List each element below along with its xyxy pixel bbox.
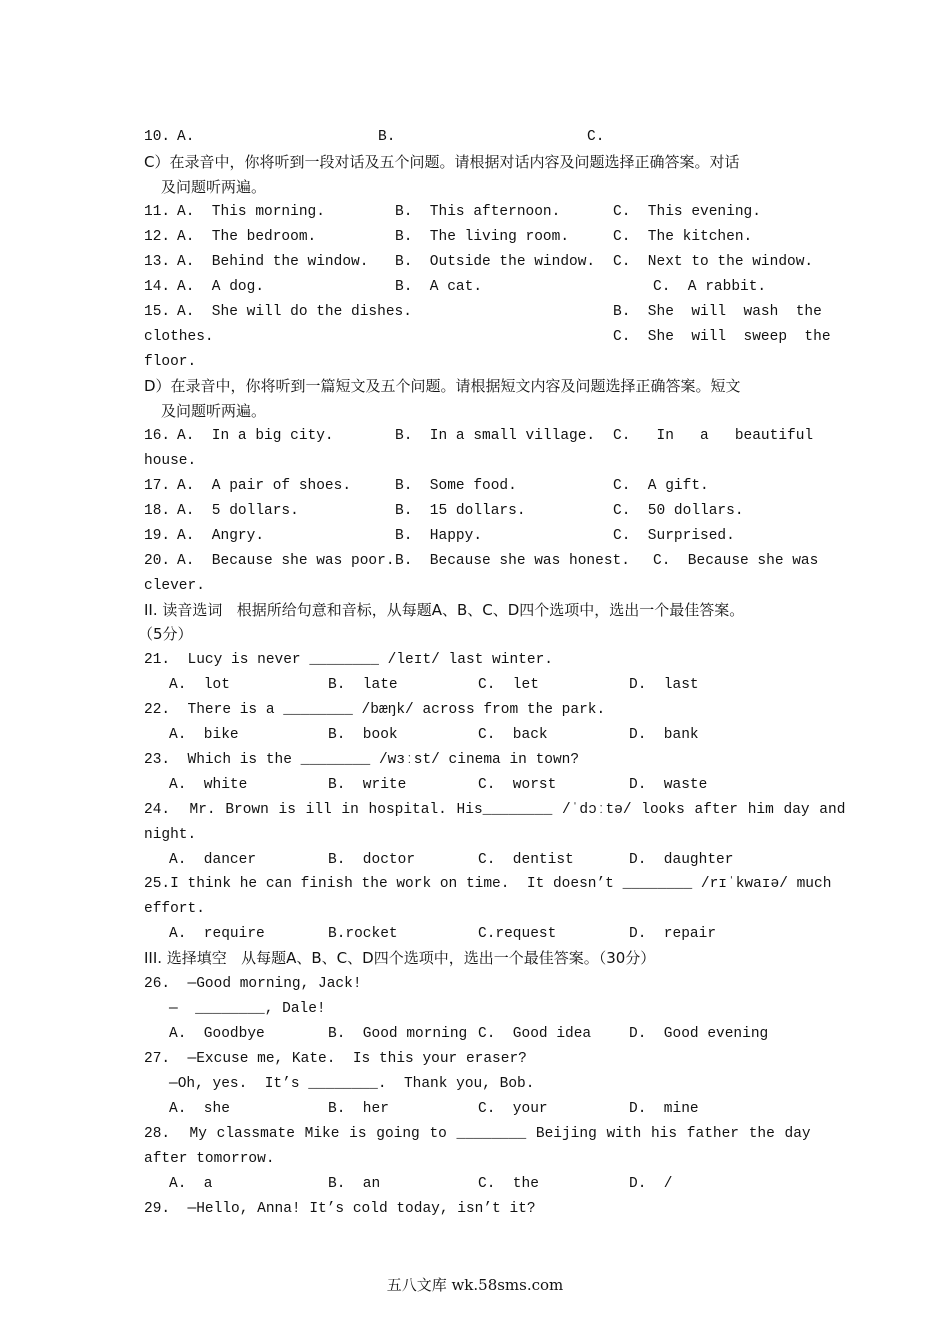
question-15 [144, 300, 822, 325]
question-15-cont2 [144, 350, 806, 375]
question-24-options [144, 848, 806, 873]
option-a: A. In a big city. [177, 428, 334, 444]
question-26-options [144, 1022, 806, 1047]
option-c: C. your [478, 1101, 548, 1117]
option-c-cont: house. [144, 453, 197, 469]
option-c: C. Next to the window. [613, 254, 814, 270]
option-a: A. A pair of shoes. [177, 478, 352, 494]
question-number: 14. [144, 279, 171, 295]
question-20-cont [144, 574, 806, 599]
question-number: 15. [144, 304, 171, 320]
question-22-options [144, 723, 806, 748]
question-number: 18. [144, 503, 171, 519]
option-c: C. Surprised. [613, 528, 735, 544]
question-number: 11. [144, 204, 171, 220]
question-number: 10. [144, 129, 171, 145]
option-a: A. This morning. [177, 204, 325, 220]
option-c-cont: floor. [144, 354, 197, 370]
option-a: A. she [169, 1101, 230, 1117]
option-a: A. dancer [169, 852, 257, 868]
option-b: B. 15 dollars. [395, 503, 526, 519]
option-a: A. [177, 129, 195, 145]
option-c: C. In a beautiful [613, 428, 814, 444]
section-d-instruction-cont: 及问题听两遍。 [161, 402, 267, 420]
question-26-stem: 26. —Good morning, Jack! [144, 976, 362, 992]
option-c: C. This evening. [613, 204, 761, 220]
option-b: B.rocket [328, 926, 398, 942]
option-b: B. A cat. [395, 279, 483, 295]
option-b: B. an [328, 1176, 381, 1192]
option-c: C. Because she was [653, 553, 819, 569]
option-c: C. the [478, 1176, 539, 1192]
option-a: A. a [169, 1176, 213, 1192]
question-14 [144, 275, 806, 300]
section-ii-instruction: II. 读音选词 根据所给句意和音标，从每题A、B、C、D四个选项中，选出一个最佳答案。 [144, 601, 745, 619]
question-24-stem: 24. Mr. Brown is ill in hospital. His________ /ˈdɔːtə/ looks after him day and [144, 802, 846, 818]
question-27-options [144, 1097, 806, 1122]
section-ii-score: （5分） [138, 625, 193, 643]
question-25-stem: 25.I think he can finish the work on time. It doesn’t ________ /rɪˈkwaɪə/ much [144, 876, 832, 892]
question-28-stem-cont: after tomorrow. [144, 1151, 275, 1167]
option-c: C. let [478, 677, 539, 693]
question-23-options [144, 773, 806, 798]
question-20 [144, 549, 819, 574]
option-a: A. require [169, 926, 265, 942]
question-number: 12. [144, 229, 171, 245]
option-b: B. write [328, 777, 407, 793]
question-26-stem-cont: — ________, Dale! [169, 1001, 326, 1017]
option-c: C.request [478, 926, 557, 942]
section-c-instruction: C）在录音中，你将听到一段对话及五个问题。请根据对话内容及问题选择正确答案。对话 [144, 153, 740, 171]
question-25-options [144, 922, 806, 947]
option-d: D. last [629, 677, 699, 693]
option-b: B. doctor [328, 852, 416, 868]
question-18 [144, 499, 806, 524]
question-21-stem: 21. Lucy is never ________ /leɪt/ last winter. [144, 652, 553, 668]
question-number: 17. [144, 478, 171, 494]
option-d: D. bank [629, 727, 699, 743]
question-28-stem: 28. My classmate Mike is going to ________ Beijing with his father the day [144, 1126, 811, 1142]
question-24-stem-cont: night. [144, 827, 197, 843]
question-11 [144, 200, 806, 225]
option-b: B. book [328, 727, 398, 743]
question-21-options [144, 673, 806, 698]
section-d-instruction: D）在录音中，你将听到一篇短文及五个问题。请根据短文内容及问题选择正确答案。短文 [144, 377, 741, 395]
question-12 [144, 225, 806, 250]
footer-watermark: 五八文库 wk.58sms.com [386, 1276, 564, 1294]
option-c: C. [587, 129, 605, 145]
option-b: B. Because she was honest. [395, 553, 630, 569]
option-d: D. repair [629, 926, 717, 942]
question-27-stem: 27. —Excuse me, Kate. Is this your eraser? [144, 1051, 527, 1067]
option-c: C. 50 dollars. [613, 503, 744, 519]
option-b: B. Happy. [395, 528, 483, 544]
option-d: D. mine [629, 1101, 699, 1117]
option-b: B. This afternoon. [395, 204, 561, 220]
option-b: B. her [328, 1101, 389, 1117]
question-16-cont [144, 449, 806, 474]
option-a: A. The bedroom. [177, 229, 317, 245]
question-25-stem-cont: effort. [144, 901, 205, 917]
option-c: C. The kitchen. [613, 229, 753, 245]
question-number: 20. [144, 553, 171, 569]
option-c: C. worst [478, 777, 557, 793]
option-d: D. / [629, 1176, 673, 1192]
option-c: C. dentist [478, 852, 574, 868]
question-29-stem: 29. —Hello, Anna! It’s cold today, isn’t it? [144, 1201, 536, 1217]
question-23-stem: 23. Which is the ________ /wɜːst/ cinema in town? [144, 752, 580, 768]
option-a: A. A dog. [177, 279, 265, 295]
option-a: A. She will do the dishes. [177, 304, 412, 320]
option-b: B. The living room. [395, 229, 570, 245]
question-28-options [144, 1172, 806, 1197]
option-c: C. She will sweep the [613, 329, 831, 345]
question-15-cont [144, 325, 831, 350]
option-a: A. Angry. [177, 528, 265, 544]
option-b: B. Good morning [328, 1026, 468, 1042]
option-d: D. daughter [629, 852, 734, 868]
option-c: C. Good idea [478, 1026, 592, 1042]
option-b: B. Outside the window. [395, 254, 596, 270]
section-c-instruction-cont: 及问题听两遍。 [161, 178, 267, 196]
option-b: B. She will wash the [613, 304, 822, 320]
option-a: A. white [169, 777, 248, 793]
option-b: B. Some food. [395, 478, 517, 494]
option-a: A. Goodbye [169, 1026, 265, 1042]
option-a: A. Behind the window. [177, 254, 369, 270]
option-b-cont: clothes. [144, 329, 214, 345]
question-16 [144, 424, 814, 449]
question-number: 13. [144, 254, 171, 270]
option-b: B. late [328, 677, 398, 693]
option-a: A. lot [169, 677, 230, 693]
option-b: B. [378, 129, 396, 145]
question-13 [144, 250, 814, 275]
option-a: A. 5 dollars. [177, 503, 299, 519]
option-d: D. waste [629, 777, 708, 793]
option-d: D. Good evening [629, 1026, 769, 1042]
question-17 [144, 474, 806, 499]
section-iii-instruction: III. 选择填空 从每题A、B、C、D四个选项中，选出一个最佳答案。（30分） [144, 949, 656, 967]
option-c-cont: clever. [144, 578, 205, 594]
option-c: C. A gift. [613, 478, 709, 494]
question-number: 16. [144, 428, 171, 444]
option-c: C. back [478, 727, 548, 743]
option-c: C. A rabbit. [653, 279, 767, 295]
option-a: A. Because she was poor. [177, 553, 395, 569]
question-19 [144, 524, 806, 549]
question-27-stem-cont: —Oh, yes. It’s ________. Thank you, Bob. [169, 1076, 535, 1092]
question-22-stem: 22. There is a ________ /bæŋk/ across from the park. [144, 702, 606, 718]
question-10 [144, 125, 806, 150]
option-b: B. In a small village. [395, 428, 596, 444]
option-a: A. bike [169, 727, 239, 743]
question-number: 19. [144, 528, 171, 544]
